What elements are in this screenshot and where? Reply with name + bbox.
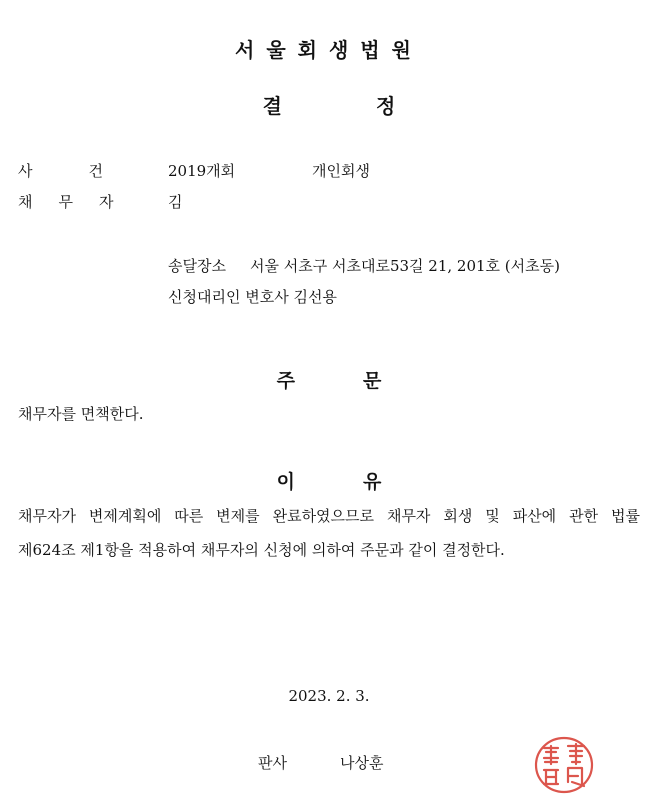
document-type-title: 결정 <box>262 94 490 118</box>
judge-seal-stamp <box>532 734 596 796</box>
debtor-name: 김 <box>168 193 183 211</box>
order-text: 채무자를 면책한다. <box>18 405 144 423</box>
legal-agent: 신청대리인 변호사 김선용 <box>168 288 337 306</box>
debtor-label: 채무자 <box>18 193 140 211</box>
service-address: 서울 서초구 서초대로53길 21, 201호 (서초동) <box>250 257 560 275</box>
court-name: 서울회생법원 <box>235 38 423 62</box>
judge-label: 판사 <box>258 754 287 772</box>
seal-icon <box>532 734 596 796</box>
order-heading: 주문 <box>276 370 450 392</box>
decision-date: 2023. 2. 3. <box>288 687 370 705</box>
case-type: 개인회생 <box>312 162 370 180</box>
service-address-label: 송달장소 <box>168 257 226 275</box>
reasons-heading: 이유 <box>276 471 450 493</box>
case-number: 2019개회 <box>168 162 236 180</box>
judge-name: 나상훈 <box>340 754 384 772</box>
reasons-text-line-1: 채무자가 변제계획에 따른 변제를 완료하였으므로 채무자 회생 및 파산에 관한 법률 <box>18 507 640 525</box>
case-label: 사건 <box>18 162 159 180</box>
reasons-text-line-2: 제624조 제1항을 적용하여 채무자의 신청에 의하여 주문과 같이 결정한다. <box>18 541 505 559</box>
